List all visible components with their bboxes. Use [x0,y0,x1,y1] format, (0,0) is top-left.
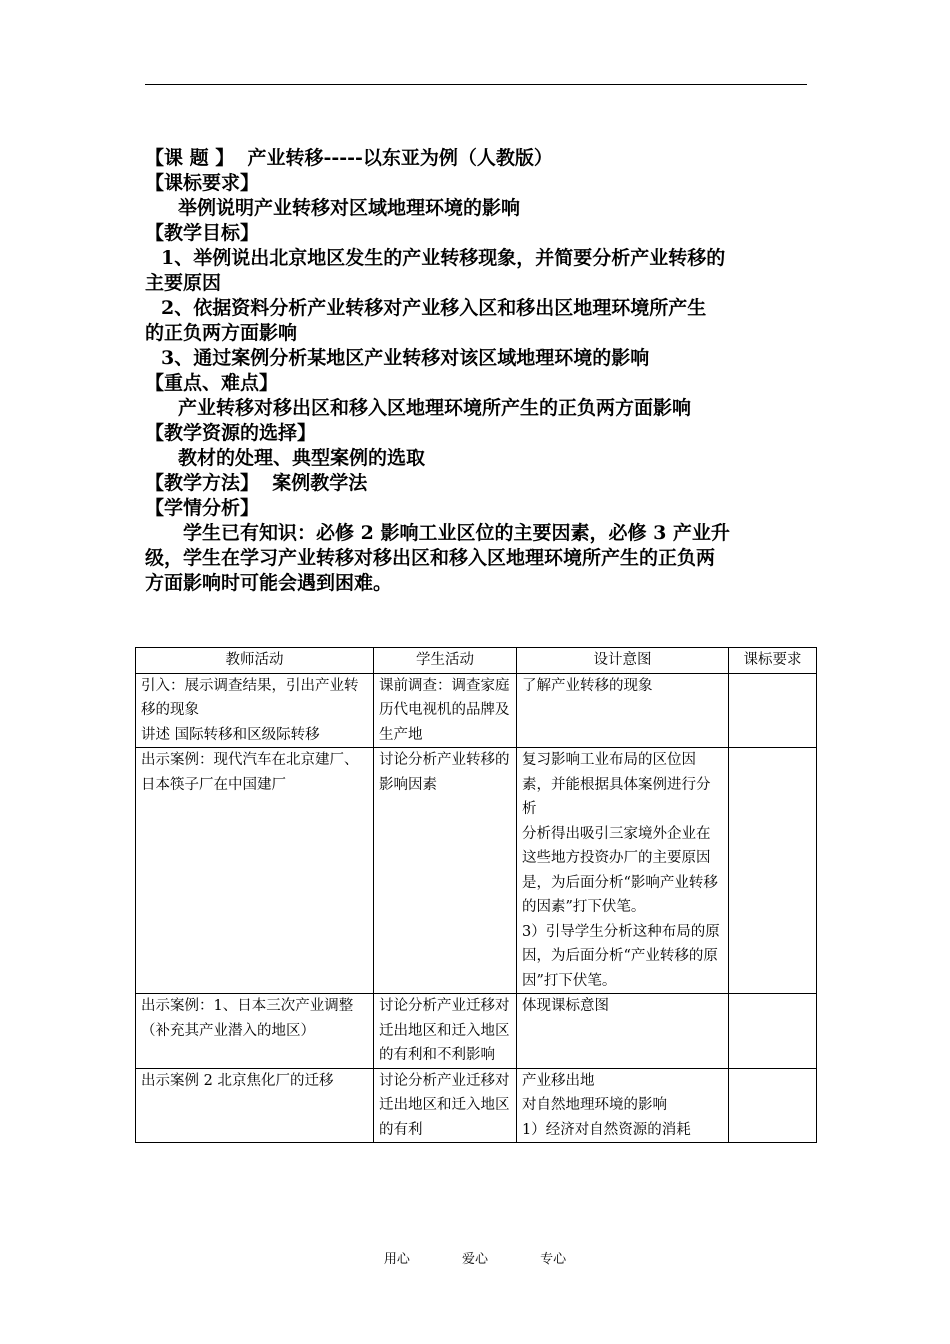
header-teacher: 教师活动 [136,648,374,674]
objective-2b: 的正负两方面影响 [145,322,298,344]
cell-text: 讨论分析产业转移的影响因素 [379,752,510,793]
curriculum-text: 举例说明产业转移对区域地理环境的影响 [178,197,521,219]
standard-cell [729,994,817,1069]
cell-text: 讨论分析产业迁移对迁出地区和迁入地区的有利 [379,1072,510,1138]
lesson-title: 产业转移-----以东亚为例（人教版） [247,147,553,169]
cell-text: 1）经济对自然资源的消耗 [522,1121,691,1138]
objective-1b: 主要原因 [145,272,222,294]
design-cell [517,748,729,994]
teacher-cell [136,673,374,748]
teacher-cell [136,1068,374,1143]
cell-text: 复习影响工业布局的区位因素，并能根据具体案例进行分析 [522,752,711,817]
lesson-plan-body [145,146,810,596]
learners-line-3: 方面影响时可能会遇到困难。 [145,572,393,594]
footer-word: 用心 [383,1252,410,1267]
cell-text: 了解产业转移的现象 [522,677,653,694]
table-row [136,994,817,1069]
lesson-title-label: 【课 题 】 [145,147,235,169]
cell-text: 出示案例：现代汽车在北京建厂、日本筷子厂在中国建厂 [141,752,359,793]
table-row [136,748,817,994]
header-design: 设计意图 [517,648,729,674]
objective-2a: 2、依据资料分析产业转移对产业移入区和移出区地理环境所产生 [161,297,707,319]
cell-text: 3）引导学生分析这种布局的原因，为后面分析“产业转移的原因”打下伏笔。 [522,923,720,989]
design-cell [517,673,729,748]
key-points-text: 产业转移对移出区和移入区地理环境所产生的正负两方面影响 [178,397,692,419]
header-student: 学生活动 [374,648,517,674]
table-row [136,673,817,748]
methods-heading: 【教学方法】 [145,472,260,494]
header-rule [145,84,807,85]
design-cell [517,1068,729,1143]
page-footer [0,1248,950,1267]
standard-cell [729,1068,817,1143]
table-header-row [136,648,817,674]
objectives-heading: 【教学目标】 [145,222,260,244]
table-row [136,1068,817,1143]
methods-line [145,471,810,496]
design-cell [517,994,729,1069]
resources-text: 教材的处理、典型案例的选取 [178,447,426,469]
cell-text: 出示案例：1、日本三次产业调整（补充其产业潜入的地区） [141,998,354,1039]
footer-word: 爱心 [461,1252,488,1267]
teacher-cell [136,994,374,1069]
methods-text: 案例教学法 [272,472,368,494]
key-points-heading: 【重点、难点】 [145,372,279,394]
footer-word: 专心 [540,1252,567,1267]
cell-text: 讨论分析产业迁移对迁出地区和迁入地区的有利和不利影响 [379,998,510,1063]
resources-heading: 【教学资源的选择】 [145,422,317,444]
cell-text: 出示案例 2 北京焦化厂的迁移 [141,1072,334,1089]
objective-1a: 1、举例说出北京地区发生的产业转移现象，并简要分析产业转移的 [161,247,726,269]
cell-text: 体现课标意图 [522,998,609,1014]
curriculum-heading: 【课标要求】 [145,172,260,194]
objective-3: 3、通过案例分析某地区产业转移对该区域地理环境的影响 [161,347,650,369]
teacher-cell [136,748,374,994]
student-cell [374,748,517,994]
learners-line-2: 级，学生在学习产业转移对移出区和移入区地理环境所产生的正负两 [145,547,716,569]
header-standard: 课标要求 [729,648,817,674]
cell-text: 产业移出地 [522,1072,595,1089]
cell-text: 对自然地理环境的影响 [522,1097,667,1113]
lesson-title-line [145,146,810,171]
student-cell [374,994,517,1069]
cell-text: 引入：展示调查结果，引出产业转移的现象 [141,677,359,718]
standard-cell [729,673,817,748]
activity-table [135,647,817,1143]
student-cell [374,673,517,748]
learners-heading: 【学情分析】 [145,497,260,519]
learners-line-1: 学生已有知识：必修 2 影响工业区位的主要因素，必修 3 产业升 [183,522,730,544]
standard-cell [729,748,817,994]
student-cell [374,1068,517,1143]
cell-text: 课前调查：调查家庭历代电视机的品牌及生产地 [379,677,510,743]
cell-text: 讲述 国际转移和区级际转移 [141,726,320,743]
cell-text: 分析得出吸引三家境外企业在这些地方投资办厂的主要原因是，为后面分析“影响产业转移的因素”打下伏笔。 [522,825,718,915]
